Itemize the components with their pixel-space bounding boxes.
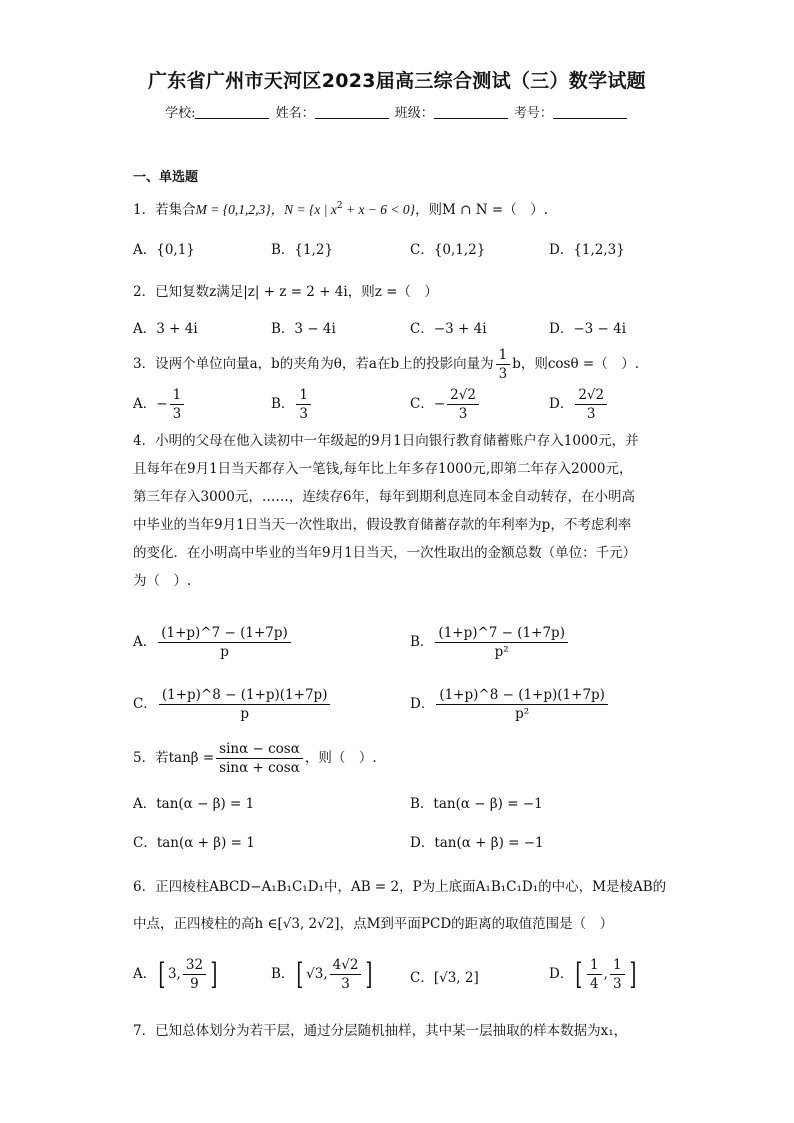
q1-set-n-post: + x − 6 < 0} — [342, 202, 416, 217]
right-bracket-icon: ] — [628, 956, 636, 992]
q3-option-b-fraction — [296, 386, 311, 423]
q1-option-d[interactable]: D．{1,2,3} — [549, 242, 625, 258]
q4-line-2: 且每年在9月1日当天都存入一笔钱,每年比上年多存1000元,即第二年存入2000元， — [133, 461, 633, 477]
q3-option-c[interactable] — [410, 386, 481, 423]
q6-option-b-left: √3, — [306, 966, 328, 982]
q3-option-b[interactable] — [271, 386, 313, 423]
q3-option-d-den: 3 — [586, 406, 596, 422]
q3-option-b-num: 1 — [296, 386, 311, 405]
q4-line-4: 中毕业的当年9月1日当天一次性取出，假设教育储蓄存款的年利率为p，不考虑利率 — [133, 517, 632, 533]
q3-option-a-label: A． — [133, 396, 157, 412]
q6-option-b-fraction — [330, 956, 362, 993]
left-bracket-icon: [ — [158, 956, 166, 992]
q4-option-c-den: p — [240, 706, 249, 722]
exam-number-blank[interactable] — [553, 106, 627, 119]
q5-option-d[interactable]: D．tan(α + β) = −1 — [410, 835, 544, 851]
q3-option-d-num: 2√2 — [575, 386, 607, 405]
q4-option-b-num: (1+p)^7 − (1+7p) — [435, 624, 568, 643]
q4-line-6: 为（ ）. — [133, 573, 192, 589]
question-7-line-1: 7．已知总体划分为若干层，通过分层随机抽样，其中某一层抽取的样本数据为x₁， — [133, 1023, 628, 1039]
section-heading: 一、单选题 — [133, 170, 199, 185]
q6-option-d-num2: 1 — [610, 956, 625, 975]
q6-option-b-num: 4√2 — [330, 956, 362, 975]
q6-option-d-fraction-2 — [610, 956, 625, 993]
q1-option-c[interactable]: C．{0,1,2} — [410, 242, 486, 258]
q6-line2-pre: 中点，正四棱柱的高h ∈ — [133, 916, 278, 932]
q3-option-a-den: 3 — [172, 406, 182, 422]
q3-option-c-num: 2√2 — [447, 386, 479, 405]
q3-proj-den: 3 — [498, 366, 508, 382]
q4-option-c-num: (1+p)^8 − (1+p)(1+7p) — [159, 686, 331, 705]
q5-stem-pre: 5．若tanβ = — [133, 750, 215, 766]
q3-proj-num: 1 — [496, 346, 511, 365]
q3-option-a[interactable] — [133, 386, 186, 423]
q4-option-c-label: C． — [133, 696, 157, 712]
q6-height-range: [√3, 2√2] — [277, 916, 340, 932]
q4-option-b[interactable] — [410, 624, 570, 661]
q3-option-a-fraction — [170, 386, 185, 423]
school-label: 学校: — [165, 106, 196, 121]
q5-fraction — [216, 740, 303, 777]
left-bracket-icon: [ — [296, 956, 304, 992]
q3-projection-fraction — [496, 346, 511, 383]
exam-title: 广东省广州市天河区2023届高三综合测试（三）数学试题 — [148, 70, 646, 92]
q6-line2-post: ，点M到平面PCD的距离的取值范围是（ ） — [339, 916, 614, 932]
q4-option-b-fraction — [435, 624, 568, 661]
q2-option-c[interactable]: C．−3 + 4i — [410, 321, 487, 337]
q1-stem-pre: 1．若集合 — [133, 202, 196, 218]
q6-option-d[interactable]: D．[ $\frac{1}{4}$ , $\frac{1}{3}$ ] — [549, 956, 636, 992]
q6-option-d-label: D． — [549, 966, 574, 982]
q1-option-a[interactable]: A．{0,1} — [133, 242, 195, 258]
q6-option-b-label: B． — [271, 966, 295, 982]
q6-option-a[interactable] — [133, 956, 220, 993]
q3-option-d-label: D． — [549, 396, 574, 412]
name-label: 姓名： — [275, 106, 315, 121]
q6-option-a-den: 9 — [190, 976, 199, 992]
class-blank[interactable] — [434, 106, 508, 119]
q2-option-b[interactable]: B．3 − 4i — [271, 321, 336, 337]
class-label: 班级： — [394, 106, 434, 121]
q3-option-c-fraction — [447, 386, 479, 423]
q4-option-d-den: p² — [515, 706, 530, 722]
q6-option-d-fraction-1 — [587, 956, 602, 993]
question-6-line-1: 6．正四棱柱ABCD−A₁B₁C₁D₁中，AB = 2，P为上底面A₁B₁C₁D₁的中心，M是棱AB的 — [133, 879, 667, 895]
q4-option-b-label: B． — [410, 634, 434, 650]
q6-option-a-fraction — [183, 956, 206, 993]
q4-option-d-label: D． — [410, 696, 435, 712]
question-3-stem — [133, 346, 639, 383]
q3-option-a-num: 1 — [170, 386, 185, 405]
question-2-stem: 2．已知复数z满足|z| + z = 2 + 4i，则z =（ ） — [133, 284, 438, 300]
q5-frac-den: sinα + cosα — [219, 760, 300, 776]
q3-stem-post: b，则cosθ =（ ）. — [512, 356, 639, 372]
q3-option-c-label: C． — [410, 396, 434, 412]
q4-option-a-fraction — [158, 624, 291, 661]
q6-option-d-den1: 4 — [590, 976, 599, 992]
name-blank[interactable] — [315, 106, 389, 119]
q6-option-a-label: A． — [133, 966, 157, 982]
q6-option-a-left: 3, — [167, 966, 181, 982]
q4-option-a[interactable] — [133, 624, 293, 661]
q1-stem-post: ，则M ∩ N =（ ）. — [415, 202, 548, 218]
q3-option-d[interactable] — [549, 386, 609, 423]
question-5-stem — [133, 740, 377, 777]
q1-option-b[interactable]: B．{1,2} — [271, 242, 334, 258]
q3-option-b-label: B． — [271, 396, 295, 412]
q4-option-b-den: p² — [494, 644, 509, 660]
left-bracket-icon: [ — [575, 956, 583, 992]
q6-option-b[interactable] — [271, 956, 375, 993]
q4-line-5: 的变化．在小明高中毕业的当年9月1日当天，一次性取出的金额总数（单位：千元） — [133, 545, 637, 561]
q1-set-n-pre: ，N = {x | x — [270, 202, 337, 217]
q4-option-d[interactable] — [410, 686, 610, 723]
exam-number-label: 考号： — [513, 106, 553, 121]
q4-option-a-label: A． — [133, 634, 157, 650]
q5-option-b[interactable]: B．tan(α − β) = −1 — [410, 796, 543, 812]
question-4-stem — [133, 427, 673, 595]
q4-option-c-fraction — [159, 686, 331, 723]
school-blank[interactable] — [195, 106, 269, 119]
question-1-stem — [133, 198, 548, 218]
q5-option-a[interactable]: A．tan(α − β) = 1 — [133, 796, 255, 812]
q3-option-b-den: 3 — [299, 406, 309, 422]
q4-option-d-fraction — [436, 686, 608, 723]
right-bracket-icon: ] — [210, 956, 218, 992]
q6-option-a-num: 32 — [183, 956, 206, 975]
q4-option-c[interactable] — [133, 686, 332, 723]
question-6-line-2 — [133, 912, 613, 932]
q3-stem-pre: 3．设两个单位向量a，b的夹角为θ，若a在b上的投影向量为 — [133, 356, 494, 372]
q4-option-d-num: (1+p)^8 − (1+p)(1+7p) — [436, 686, 608, 705]
q1-set-m: M = {0,1,2,3} — [195, 202, 271, 217]
q6-option-c[interactable]: C．[√3, 2] — [410, 970, 479, 986]
q4-line-3: 第三年存入3000元，……，连续存6年，每年到期利息连同本金自动转存，在小明高 — [133, 489, 635, 505]
q5-frac-num: sinα − cosα — [216, 740, 303, 759]
q3-option-a-sign: − — [156, 396, 168, 412]
q2-option-a[interactable]: A．3 + 4i — [133, 321, 198, 337]
q3-option-c-den: 3 — [458, 406, 468, 422]
q6-option-d-num1: 1 — [587, 956, 602, 975]
q3-option-c-sign: − — [433, 396, 446, 412]
q2-option-d[interactable]: D．−3 − 4i — [549, 321, 627, 337]
right-bracket-icon: ] — [365, 956, 373, 992]
q4-line-1: 4．小明的父母在他入读初中一年级起的9月1日向银行教育储蓄账户存入1000元，并 — [133, 433, 639, 449]
q6-option-b-den: 3 — [341, 976, 350, 992]
student-info-line — [0, 102, 794, 121]
q4-option-a-den: p — [220, 644, 229, 660]
q6-option-d-den2: 3 — [612, 976, 622, 992]
q5-stem-post: ，则（ ）. — [304, 750, 377, 766]
q3-option-d-fraction — [575, 386, 607, 423]
q4-option-a-num: (1+p)^7 − (1+7p) — [158, 624, 291, 643]
q5-option-c[interactable]: C．tan(α + β) = 1 — [133, 835, 255, 851]
q1-set-n-exp: 2 — [336, 201, 343, 211]
